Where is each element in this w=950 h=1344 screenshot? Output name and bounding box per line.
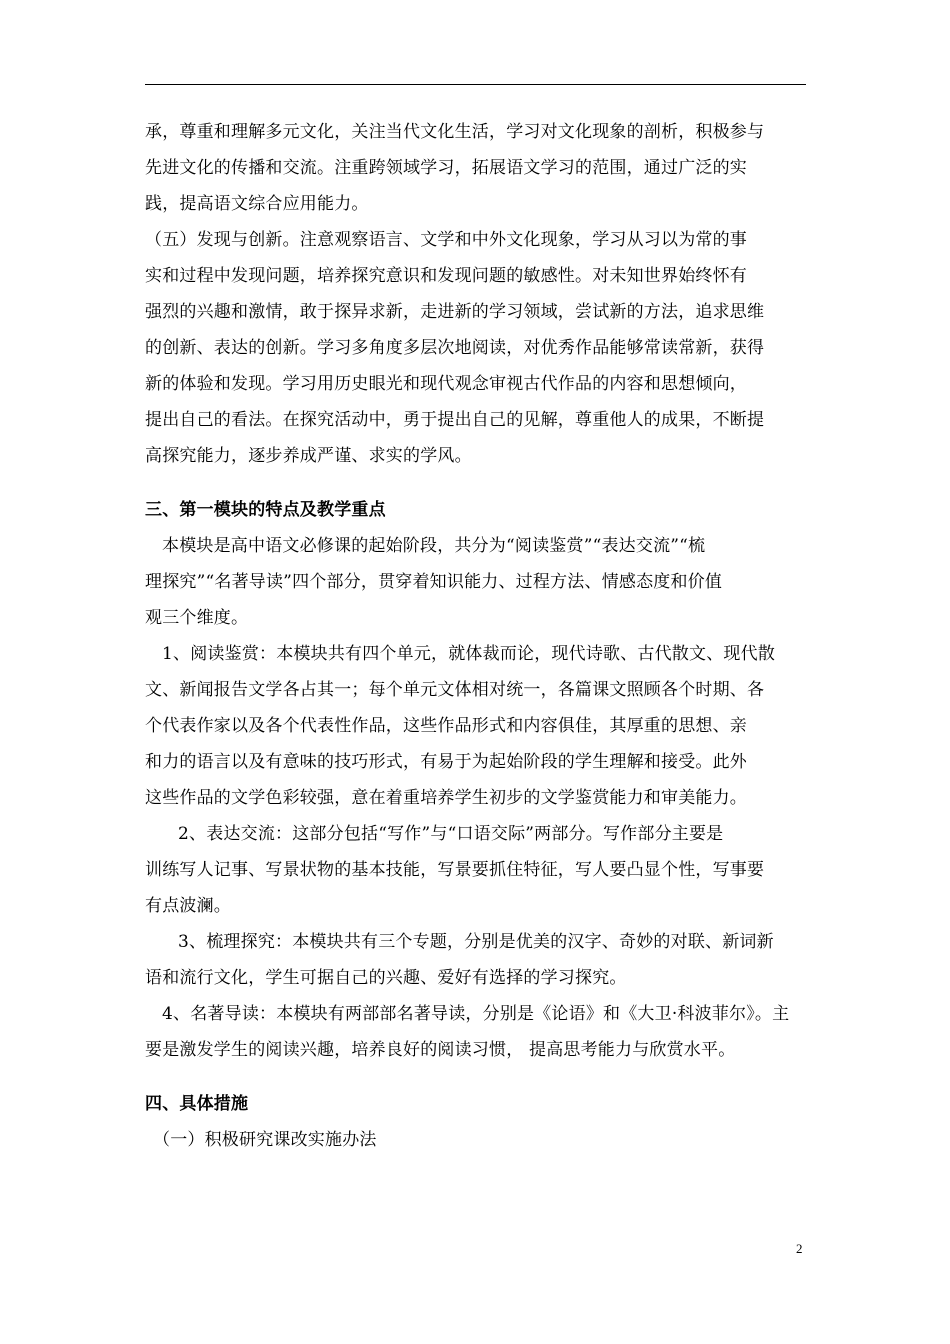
- page-number: 2: [796, 1241, 803, 1256]
- paragraph-line: 语和流行文化，学生可据自己的兴趣、爱好有选择的学习探究。: [145, 968, 627, 988]
- paragraph-line: 的创新、表达的创新。学习多角度多层次地阅读，对优秀作品能够常读常新，获得: [145, 338, 765, 358]
- paragraph-line: 这些作品的文学色彩较强，意在着重培养学生初步的文学鉴赏能力和审美能力。: [145, 788, 747, 808]
- paragraph-line: 本模块是高中语文必修课的起始阶段，共分为“阅读鉴赏”“表达交流”“梳: [162, 536, 706, 556]
- paragraph-line: （五）发现与创新。注意观察语言、文学和中外文化现象，学习从习以为常的事: [145, 230, 747, 250]
- paragraph-line: （一）积极研究课改实施办法: [153, 1130, 377, 1150]
- paragraph-line: 践，提高语文综合应用能力。: [145, 194, 369, 214]
- paragraph-line: 高探究能力，逐步养成严谨、求实的学风。: [145, 446, 472, 466]
- paragraph-line: 提出自己的看法。在探究活动中，勇于提出自己的见解，尊重他人的成果，不断提: [145, 410, 765, 430]
- header-rule: [145, 84, 806, 85]
- paragraph-line: 3、梳理探究：本模块共有三个专题，分别是优美的汉字、奇妙的对联、新词新: [178, 932, 774, 952]
- paragraph-line: 强烈的兴趣和激情，敢于探异求新，走进新的学习领域，尝试新的方法，追求思维: [145, 302, 765, 322]
- paragraph-line: 要是激发学生的阅读兴趣，培养良好的阅读习惯， 提高思考能力与欣赏水平。: [145, 1040, 736, 1060]
- paragraph-line: 新的体验和发现。学习用历史眼光和现代观念审视古代作品的内容和思想倾向，: [145, 374, 747, 394]
- paragraph-line: 观三个维度。: [145, 608, 249, 628]
- paragraph-line: 承，尊重和理解多元文化，关注当代文化生活，学习对文化现象的剖析，积极参与: [145, 122, 765, 142]
- paragraph-line: 2、表达交流：这部分包括“写作”与“口语交际”两部分。写作部分主要是: [178, 824, 724, 844]
- section-heading-3: 三、第一模块的特点及教学重点: [145, 500, 386, 520]
- paragraph-line: 和力的语言以及有意味的技巧形式，有易于为起始阶段的学生理解和接受。此外: [145, 752, 747, 772]
- document-body: [145, 114, 806, 1158]
- paragraph-line: 1、阅读鉴赏：本模块共有四个单元，就体裁而论，现代诗歌、古代散文、现代散: [162, 644, 776, 664]
- paragraph-line: 有点波澜。: [145, 896, 231, 916]
- paragraph-line: 个代表作家以及各个代表性作品，这些作品形式和内容俱佳，其厚重的思想、亲: [145, 716, 747, 736]
- section-heading-4: 四、具体措施: [145, 1094, 249, 1114]
- paragraph-line: 文、新闻报告文学各占其一；每个单元文体相对统一，各篇课文照顾各个时期、各: [145, 680, 765, 700]
- paragraph-line: 训练写人记事、写景状物的基本技能，写景要抓住特征，写人要凸显个性，写事要: [145, 860, 765, 880]
- paragraph-line: 实和过程中发现问题，培养探究意识和发现问题的敏感性。对未知世界始终怀有: [145, 266, 747, 286]
- paragraph-line: 理探究”“名著导读”四个部分，贯穿着知识能力、过程方法、情感态度和价值: [145, 572, 723, 592]
- paragraph-line: 4、名著导读：本模块有两部部名著导读，分别是《论语》和《大卫·科波菲尔》。主: [162, 1004, 790, 1024]
- paragraph-line: 先进文化的传播和交流。注重跨领域学习，拓展语文学习的范围，通过广泛的实: [145, 158, 747, 178]
